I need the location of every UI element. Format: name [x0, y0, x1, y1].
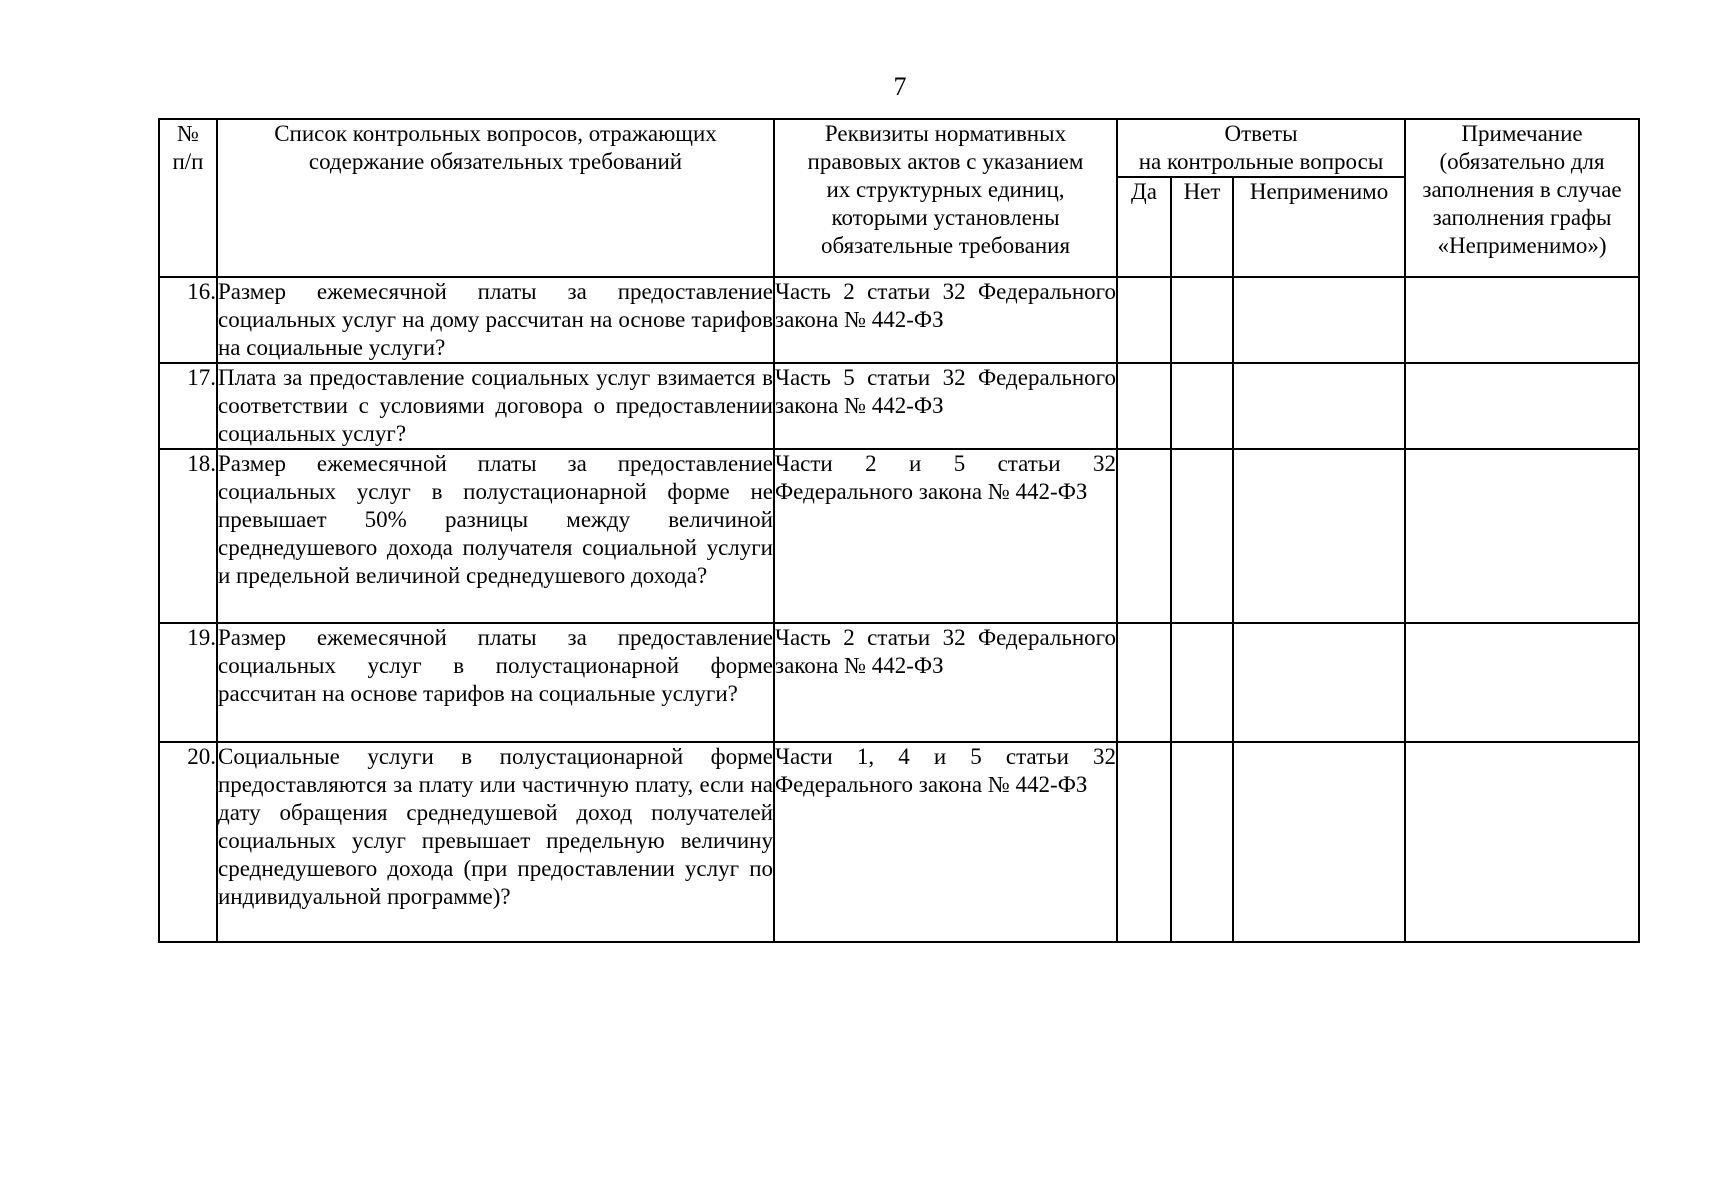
note-cell[interactable]	[1405, 449, 1639, 623]
note-cell[interactable]	[1405, 277, 1639, 363]
header-answer-yes-label: Да	[1131, 179, 1157, 204]
header-answers-label: Ответы на контрольные вопросы	[1138, 121, 1384, 174]
row-number: 20.	[159, 742, 217, 942]
header-question-list-label: Список контрольных вопросов, отражающих содержание обязательных требований	[274, 121, 717, 174]
answer-yes-cell[interactable]	[1117, 623, 1171, 742]
row-question: Социальные услуги в полустационарной форме предоставляются за плату или частичную плату, если на дату обращения среднедушевой доход получателей социальных услуг превышает предельную величину среднедушевого дохода (при предоставлении услуг по индивидуальной программе)?	[217, 742, 774, 942]
table-row	[159, 363, 1639, 449]
row-question: Размер ежемесячной платы за предоставление социальных услуг в полустационарной форме не превышает 50% разницы между величиной среднедушевого дохода получателя социальной услуги и предельной величиной среднедушевого дохода?	[217, 449, 774, 623]
answer-yes-cell[interactable]	[1117, 277, 1171, 363]
note-cell[interactable]	[1405, 363, 1639, 449]
header-requisites	[774, 119, 1117, 277]
header-number	[159, 119, 217, 277]
table-row	[159, 277, 1639, 363]
checklist-table	[158, 118, 1640, 943]
header-answer-na	[1233, 177, 1405, 277]
answer-na-cell[interactable]	[1233, 742, 1405, 942]
header-answers	[1117, 119, 1405, 177]
header-answer-no	[1171, 177, 1233, 277]
row-requisites: Часть 2 статьи 32 Федерального закона № 442-ФЗ	[774, 623, 1117, 742]
row-number: 17.	[159, 363, 217, 449]
table-row	[159, 623, 1639, 742]
header-answer-na-label: Неприменимо	[1249, 179, 1389, 204]
answer-no-cell[interactable]	[1171, 742, 1233, 942]
row-number: 16.	[159, 277, 217, 363]
row-number: 18.	[159, 449, 217, 623]
header-answer-no-label: Нет	[1183, 179, 1221, 204]
header-note-label: Примечание (обязательно для заполнения в случае заполнения графы «Неприменимо»)	[1422, 121, 1622, 258]
note-cell[interactable]	[1405, 623, 1639, 742]
row-requisites: Части 1, 4 и 5 статьи 32 Федерального закона № 442-ФЗ	[774, 742, 1117, 942]
header-number-label: № п/п	[172, 121, 204, 174]
answer-no-cell[interactable]	[1171, 363, 1233, 449]
header-question-list	[217, 119, 774, 277]
table-header	[159, 119, 1639, 277]
answer-no-cell[interactable]	[1171, 277, 1233, 363]
row-requisites: Части 2 и 5 статьи 32 Федерального закона № 442-ФЗ	[774, 449, 1117, 623]
answer-na-cell[interactable]	[1233, 277, 1405, 363]
table-row	[159, 449, 1639, 623]
answer-na-cell[interactable]	[1233, 449, 1405, 623]
row-requisites: Часть 2 статьи 32 Федерального закона № 442-ФЗ	[774, 277, 1117, 363]
row-question: Размер ежемесячной платы за предоставление социальных услуг на дому рассчитан на основе тарифов на социальные услуги?	[217, 277, 774, 363]
table-body	[159, 277, 1639, 942]
answer-no-cell[interactable]	[1171, 449, 1233, 623]
answer-yes-cell[interactable]	[1117, 449, 1171, 623]
row-number: 19.	[159, 623, 217, 742]
answer-yes-cell[interactable]	[1117, 363, 1171, 449]
row-requisites: Часть 5 статьи 32 Федерального закона № 442-ФЗ	[774, 363, 1117, 449]
header-answer-yes	[1117, 177, 1171, 277]
header-note	[1405, 119, 1639, 277]
answer-no-cell[interactable]	[1171, 623, 1233, 742]
answer-na-cell[interactable]	[1233, 363, 1405, 449]
answer-na-cell[interactable]	[1233, 623, 1405, 742]
note-cell[interactable]	[1405, 742, 1639, 942]
row-question: Размер ежемесячной платы за предоставление социальных услуг в полустационарной форме рассчитан на основе тарифов на социальные услуги?	[217, 623, 774, 742]
answer-yes-cell[interactable]	[1117, 742, 1171, 942]
table-row	[159, 742, 1639, 942]
row-question: Плата за предоставление социальных услуг взимается в соответствии с условиями договора о предоставлении социальных услуг?	[217, 363, 774, 449]
page-number: 7	[893, 72, 907, 101]
header-requisites-label: Реквизиты нормативных правовых актов с указанием их структурных единиц, которыми установлены обязательные требования	[807, 121, 1084, 258]
